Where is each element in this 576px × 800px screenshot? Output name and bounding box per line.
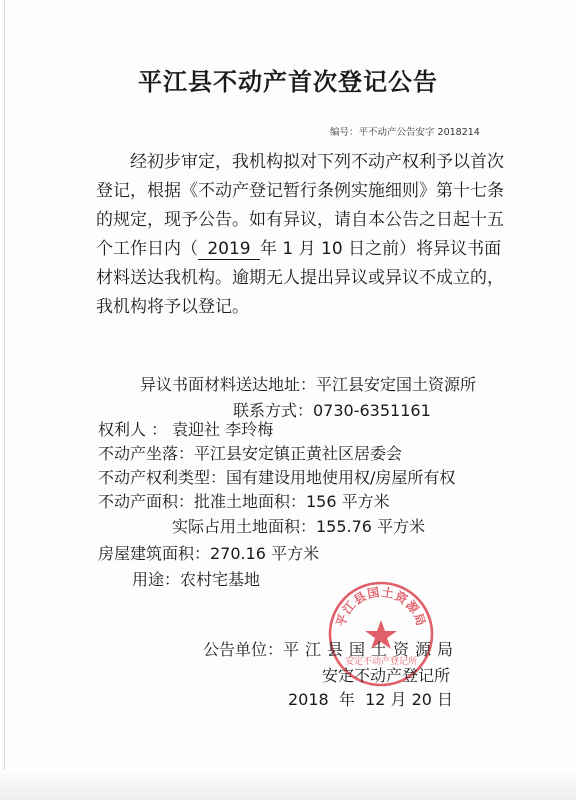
right-holders: 权利人 ： 袁迎社 李玲梅 xyxy=(98,420,274,439)
announcement-date: 2018 年 12 月 20 日 xyxy=(288,690,454,709)
building-area: 房屋建筑面积：270.16 平方米 xyxy=(98,544,320,563)
announcement-body xyxy=(96,148,516,322)
issuer-name: 平江县国土资源局 xyxy=(283,640,460,659)
seal-outer-text: 平江县国土资源局 xyxy=(333,585,429,629)
property-location: 不动产坐落：平江县安定镇正黄社区居委会 xyxy=(98,444,403,463)
body-part-1: 经初步审定，我机构拟对下列不动产权利予以首次登记，根据《不动产登记暂行条例实施细则》第十七条的规定，现予公告。如有异议，请自本公告之日起十五个工作日内（ xyxy=(96,152,504,259)
document-title: 平江县不动产首次登记公告 xyxy=(138,68,438,96)
contact-info: 联系方式：0730-6351161 xyxy=(233,401,431,420)
issuer-label: 公告单位： xyxy=(203,640,284,659)
actual-land-area: 实际占用土地面积：155.76 平方米 xyxy=(172,517,426,536)
right-type: 不动产权利类型：国有建设用地使用权/房屋所有权 xyxy=(98,468,456,487)
body-part-2: 年 1 月 10 日之前）将异议书面材料送达我机构。逾期无人提出异议或异议不成立的，我机构将予以登记。 xyxy=(96,239,504,317)
objection-address: 异议书面材料送达地址：平江县安定国土资源所 xyxy=(140,375,477,394)
registration-office: 安定不动产登记所 xyxy=(322,666,451,685)
deadline-year: 2019 xyxy=(198,239,260,260)
land-usage: 用途：农村宅基地 xyxy=(132,570,261,589)
issuer-line xyxy=(203,637,459,660)
scan-edge xyxy=(4,0,5,800)
seal-inner-text: 安定不动产登记所 xyxy=(344,657,418,667)
approved-land-area: 不动产面积：批准土地面积：156 平方米 xyxy=(98,492,390,511)
scan-shadow xyxy=(0,770,576,800)
document-number: 编号：平不动产公告安字 2018214 xyxy=(330,127,480,138)
